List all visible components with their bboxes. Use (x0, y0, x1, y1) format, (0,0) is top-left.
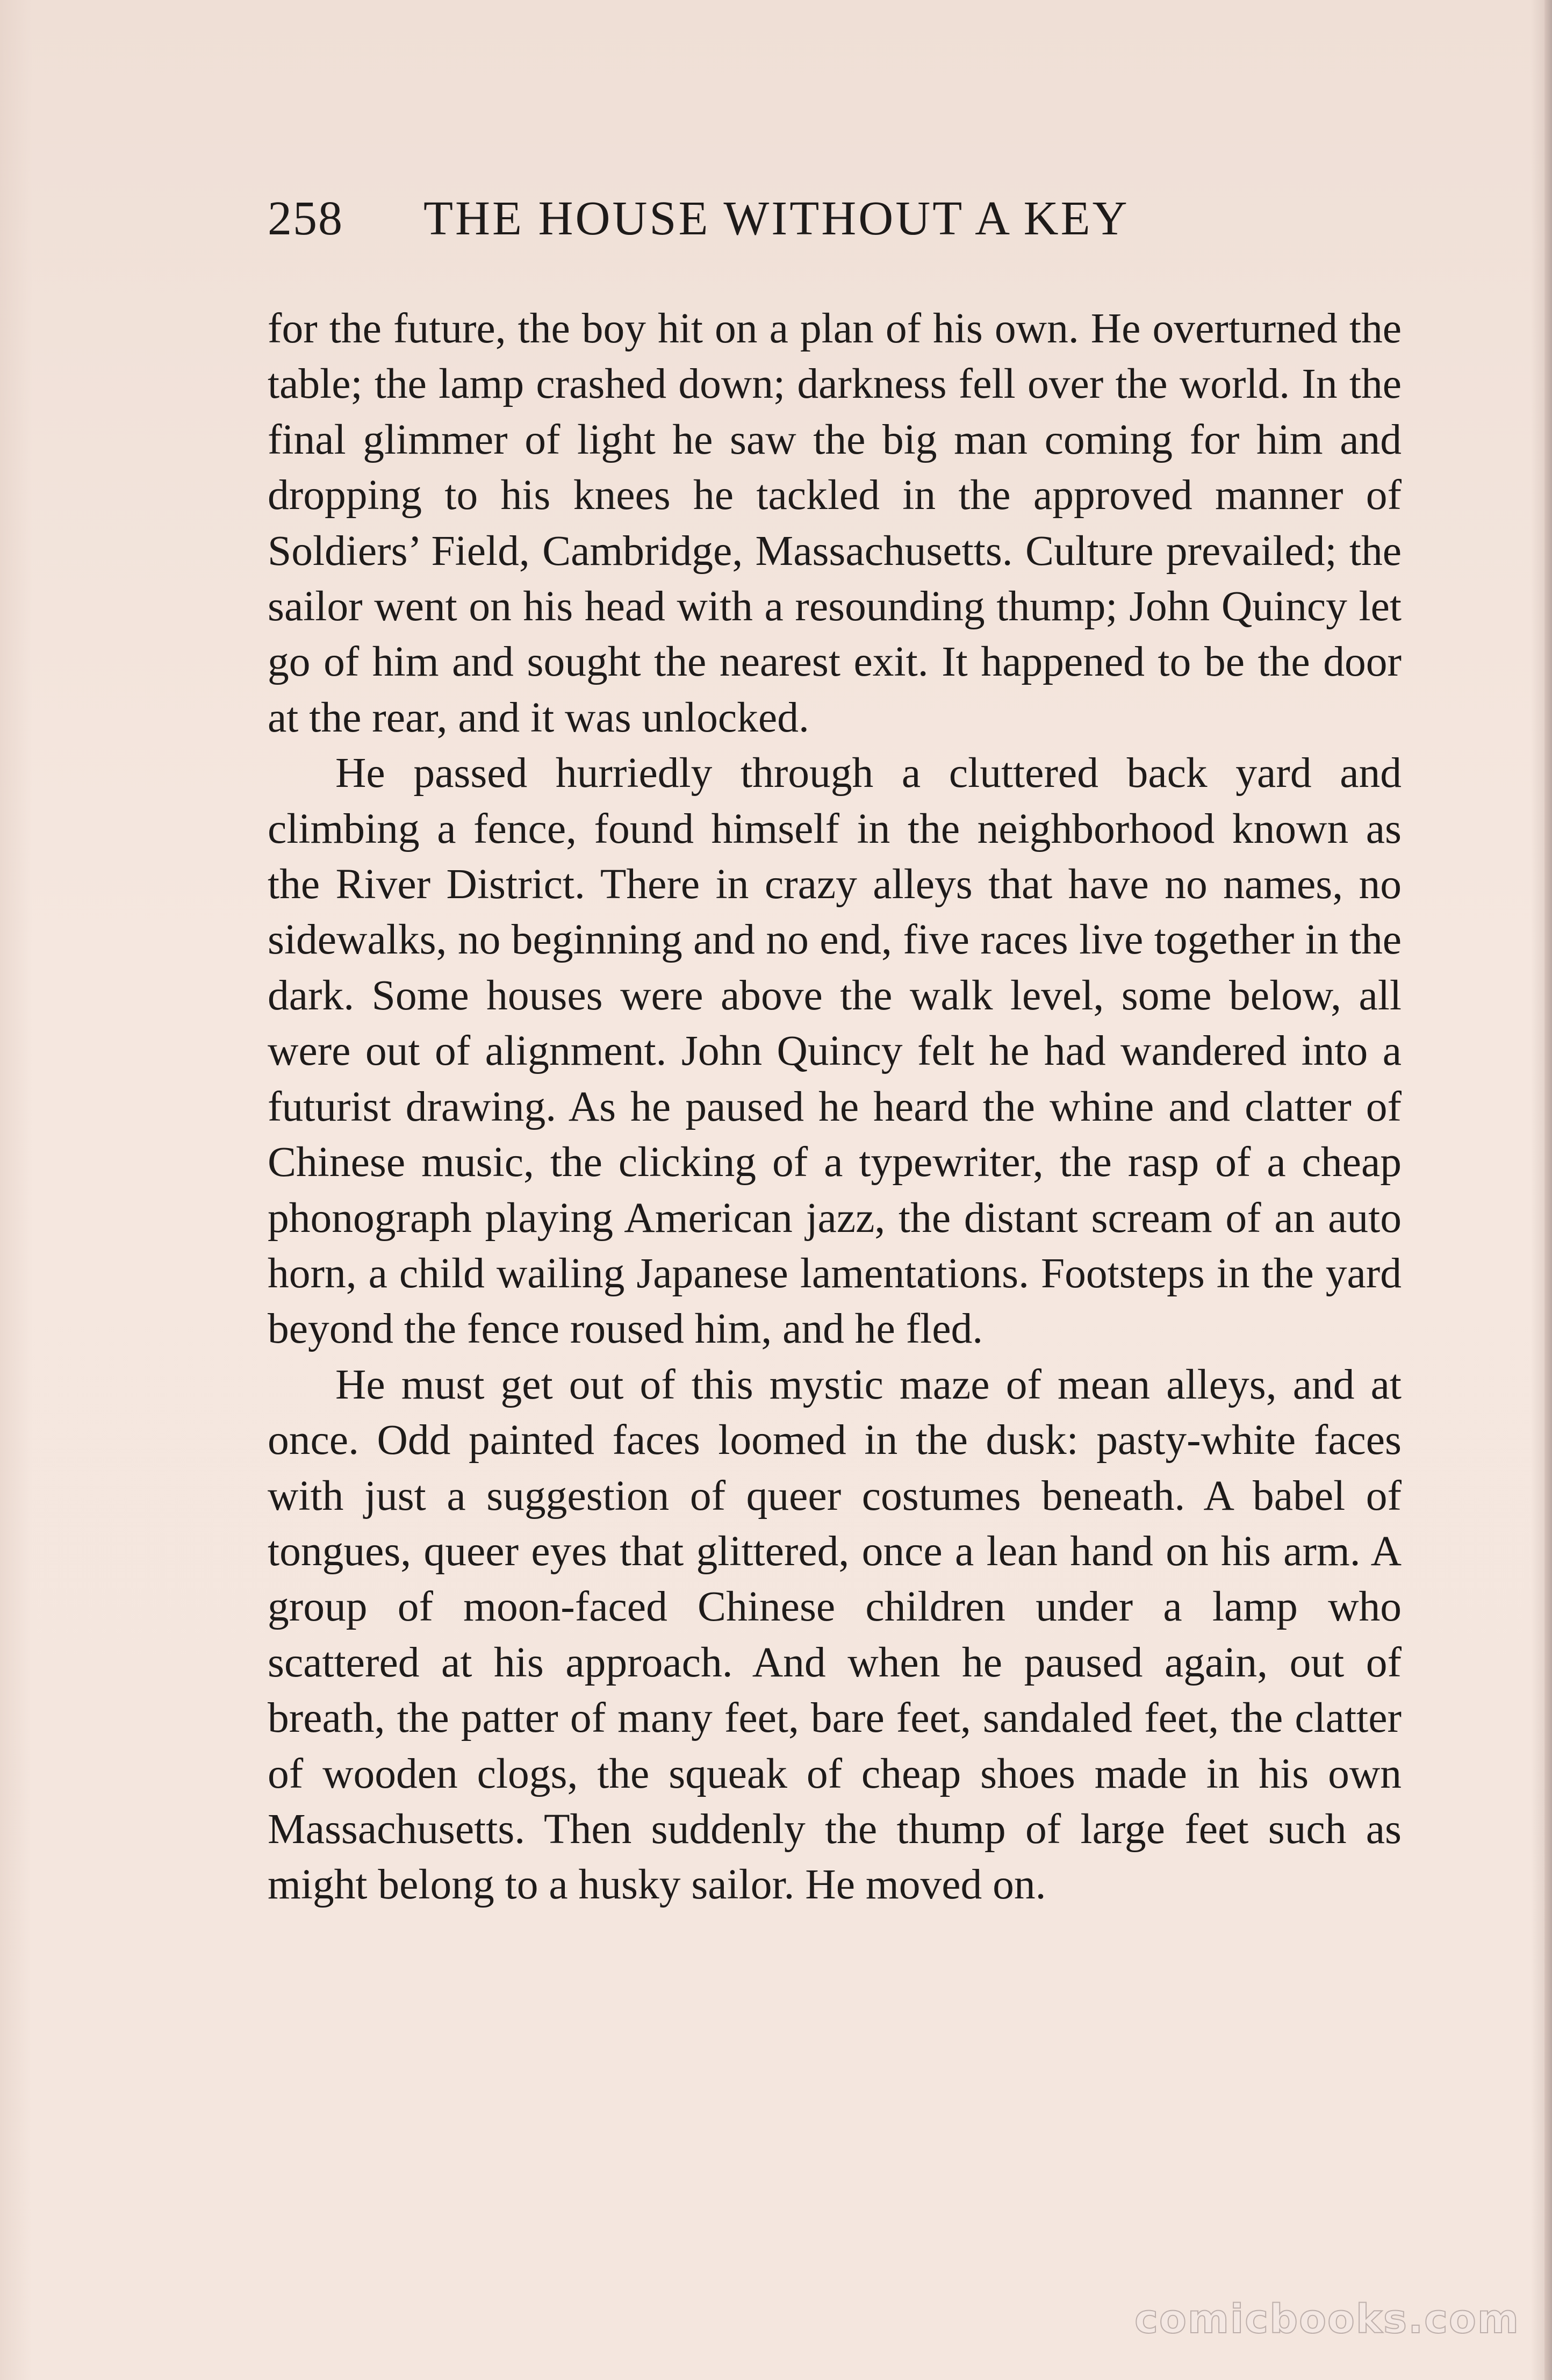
page-edge (1544, 0, 1552, 2380)
watermark: comicbooks.com (1134, 2296, 1520, 2342)
paragraph: He must get out of this mystic maze of mean alleys, and at once. Odd painted faces loomed in the dusk: pasty-white faces with just a suggestion of queer costumes beneath. A babel of tongues, queer eyes that glittered, once a lean hand on his arm. A group of moon-faced Chinese children under a lamp who scattered at his approach. And when he paused again, out of breath, the patter of many feet, bare feet, sandaled feet, the clatter of wooden clogs, the squeak of cheap shoes made in his own Massachusetts. Then suddenly the thump of large feet such as might belong to a husky sailor. He moved on. (268, 1360, 1402, 1909)
book-title: THE HOUSE WITHOUT A KEY (423, 192, 1130, 245)
page-number: 258 (268, 192, 343, 245)
running-head (268, 189, 1278, 248)
paragraph: for the future, the boy hit on a plan of his own. He overturned the table; the lamp crashed down; darkness fell over the world. In the final glimmer of light he saw the big man coming for him and dropping to his knees he tackled in the approved manner of Soldiers’ Field, Cambridge, Massachusetts. Culture prevailed; the sailor went on his head with a resounding thump; John Quincy let go of him and sought the nearest exit. It happened to be the door at the rear, and it was unlocked. (268, 305, 1402, 741)
paragraph: He passed hurriedly through a cluttered back yard and climbing a fence, found himself in the neighborhood known as the River District. There in crazy alleys that have no names, no sidewalks, no beginning and no end, five races live together in the dark. Some houses were above the walk level, some below, all were out of alignment. John Quincy felt he had wandered into a futurist drawing. As he paused he heard the whine and clatter of Chinese music, the clicking of a typewriter, the rasp of a cheap phonograph playing American jazz, the distant scream of an auto horn, a child wailing Japanese lamentations. Footsteps in the yard beyond the fence roused him, and he fled. (268, 749, 1402, 1353)
body-text (268, 301, 1402, 1913)
